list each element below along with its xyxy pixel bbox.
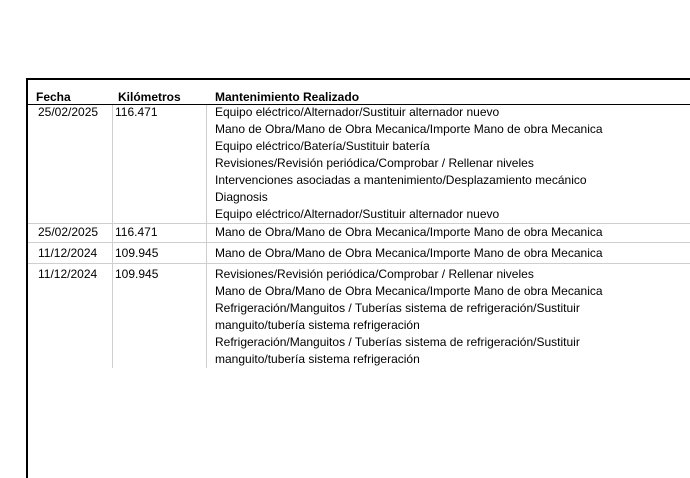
maintenance-line: Mano de Obra/Mano de Obra Mecanica/Importe Mano de obra Mecanica [215, 225, 603, 239]
maintenance-line: Equipo eléctrico/Alternador/Sustituir alternador nuevo [215, 105, 500, 119]
maintenance-line: Diagnosis [215, 190, 268, 204]
maintenance-line: Equipo eléctrico/Alternador/Sustituir alternador nuevo [215, 207, 500, 221]
row-maintenance [215, 224, 603, 241]
row-kilometers: 109.945 [115, 267, 159, 281]
column-header-kilometros: Kilómetros [118, 90, 181, 104]
maintenance-line: manguito/tubería sistema refrigeración [215, 352, 420, 366]
maintenance-line: Refrigeración/Manguitos / Tuberías sistema de refrigeración/Sustituir [215, 301, 580, 315]
maintenance-line: Intervenciones asociadas a mantenimiento/Desplazamiento mecánico [215, 173, 587, 187]
row-divider [28, 263, 690, 264]
maintenance-line: Equipo eléctrico/Batería/Sustituir batería [215, 139, 430, 153]
maintenance-line: Mano de Obra/Mano de Obra Mecanica/Importe Mano de obra Mecanica [215, 284, 603, 298]
row-maintenance [215, 104, 603, 223]
maintenance-line: Mano de Obra/Mano de Obra Mecanica/Importe Mano de obra Mecanica [215, 122, 603, 136]
row-date: 25/02/2025 [38, 225, 99, 239]
column-header-mantenimiento: Mantenimiento Realizado [215, 90, 360, 104]
row-kilometers: 116.471 [115, 105, 158, 119]
row-maintenance [215, 266, 603, 368]
column-divider [206, 105, 207, 368]
row-maintenance [215, 245, 603, 262]
column-header-fecha: Fecha [36, 90, 71, 104]
row-date: 11/12/2024 [38, 267, 98, 281]
row-kilometers: 109.945 [115, 246, 159, 260]
column-divider [112, 105, 113, 368]
row-divider [28, 242, 690, 243]
maintenance-line: Revisiones/Revisión periódica/Comprobar / Rellenar niveles [215, 156, 534, 170]
row-date: 25/02/2025 [38, 105, 99, 119]
row-date: 11/12/2024 [38, 246, 98, 260]
maintenance-line: Refrigeración/Manguitos / Tuberías sistema de refrigeración/Sustituir [215, 335, 580, 349]
maintenance-line: Mano de Obra/Mano de Obra Mecanica/Importe Mano de obra Mecanica [215, 246, 603, 260]
row-kilometers: 116.471 [115, 225, 158, 239]
maintenance-line: manguito/tubería sistema refrigeración [215, 318, 420, 332]
maintenance-line: Revisiones/Revisión periódica/Comprobar / Rellenar niveles [215, 267, 534, 281]
